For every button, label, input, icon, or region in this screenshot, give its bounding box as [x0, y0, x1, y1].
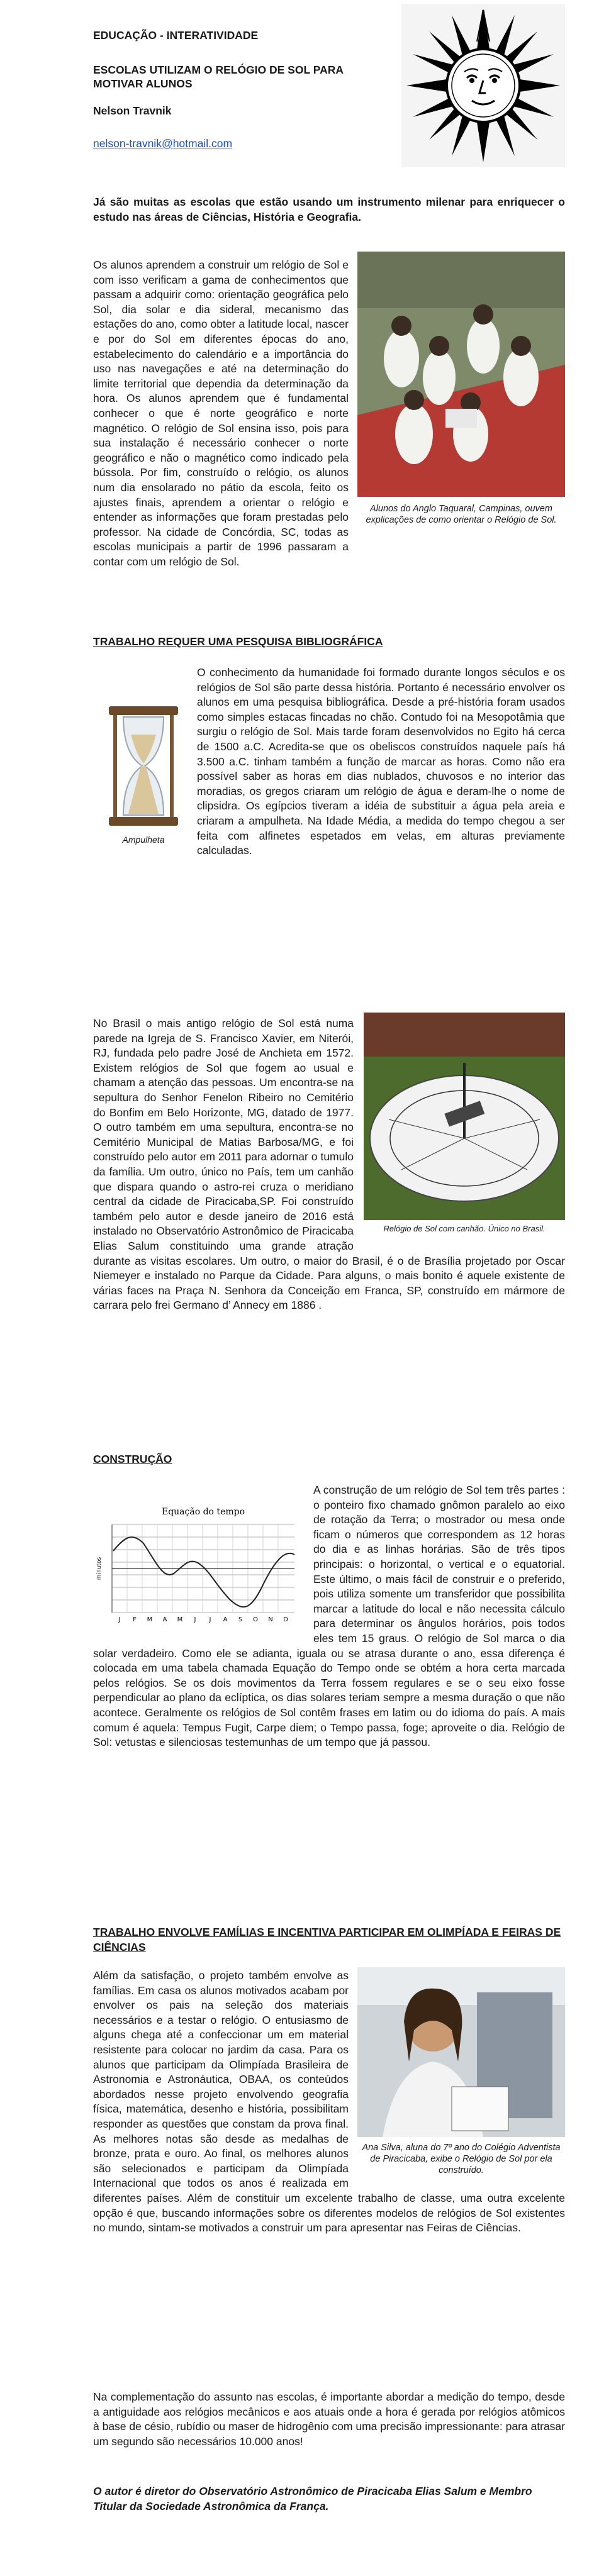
graph-month-label: F	[133, 1616, 137, 1623]
section4-paragraph	[93, 1968, 565, 2236]
section4-paragraph-2: Na complementação do assunto nas escolas, é importante abordar a medição do tempo, desde a antiguidade aos relógios mecânicos e aos atuais onde a hora é gerada por relógios atômicos à base de césio, rubídio ou maser de hidrogênio com uma precisão impressionante: para atrasar um segundo são necessários 10.000 anos!	[93, 2390, 565, 2448]
lead-paragraph: Já são muitas as escolas que estão usando um instrumento milenar para enriquecer o estudo nas áreas de Ciências, História e Geografia.	[93, 196, 565, 223]
article	[93, 0, 565, 2576]
graph-month-label: A	[223, 1616, 228, 1623]
section-label: EDUCAÇÃO - INTERATIVIDADE	[93, 29, 259, 42]
intro-text: Os alunos aprendem a construir um relógio de Sol e com isso verificam a gama de conhecimentos que passam a adquirir como: orientação geográfica pelo Sol, dia solar e dia sideral, mecanismo das estações do ano, como obter a latitude local, nascer e por do Sol em diferentes épocas do ano, estabelecimento do calendário e a importância do uso nas navegações e até na determinação do limite territorial que dependia da determinação da hora. Os alunos aprendem que é fundamental conhecer o que é norte geográfico e norte magnético. O relógio de Sol ensina isso, pois para sua instalação é necessário conhecer o norte geográfico e não o magnético como indicado pela bússola. Por fim, construído o relógio, os alunos num dia ensolarado no pátio da escola, feito os ajustes finais, aprendem a orientar o relógio e entender as informações que foram prestadas pelo professor. Na cidade de Concórdia, SC, todas as escolas municipais a partir de 1996 passaram a contar com um relógio de Sol.	[93, 258, 349, 568]
section4-heading: TRABALHO ENVOLVE FAMÍLIAS E INCENTIVA PARTICIPAR EM OLIMPÍADA E FEIRAS DE CIÊNCIAS	[93, 1926, 561, 1953]
sun-face-icon	[401, 4, 565, 167]
students-photo-caption: Alunos do Anglo Taquaral, Campinas, ouvem explicações de como orientar o Relógio de Sol.	[366, 504, 557, 525]
student-photo-caption: Ana Silva, aluna do 7º ano do Colégio Adventista de Piracicaba, exibe o Relógio de Sol por ela construído.	[362, 2143, 561, 2175]
graph-month-label: O	[253, 1616, 258, 1623]
graph-month-label: J	[194, 1616, 196, 1623]
section2-paragraph	[93, 1016, 565, 1313]
graph-month-label: J	[118, 1616, 121, 1623]
cannon-sundial-caption: Relógio de Sol com canhão. Único no Brasil.	[383, 1224, 546, 1233]
graph-float-spacer	[93, 1483, 313, 1631]
section4-float-spacer	[349, 1968, 565, 2185]
graph-title: Equação do tempo	[161, 1507, 245, 1517]
hourglass-caption: Ampulheta	[122, 835, 165, 845]
article-title: ESCOLAS UTILIZAM O RELÓGIO DE SOL PARA MOTIVAR ALUNOS	[93, 64, 344, 90]
section2-float-spacer	[354, 1016, 565, 1250]
graph-month-label: S	[238, 1616, 243, 1623]
author-note: O autor é diretor do Observatório Astronômico de Piracicaba Elias Salum e Membro Titular da Sociedade Astronômica da França.	[93, 2485, 532, 2512]
section3-paragraph	[93, 1483, 565, 1750]
graph-ylabel: minutos	[96, 1557, 103, 1580]
section3-heading: CONSTRUÇÃO	[93, 1453, 172, 1465]
graph-month-label: M	[177, 1616, 183, 1623]
graph-month-label: A	[162, 1616, 167, 1623]
hourglass-figure	[106, 703, 181, 829]
intro-float-spacer	[349, 258, 565, 541]
sun-logo	[401, 4, 565, 167]
graph-month-label: N	[268, 1616, 273, 1623]
author-email-link[interactable]: nelson-travnik@hotmail.com	[93, 137, 233, 150]
section4-text: Além da satisfação, o projeto também envolve as famílias. Em casa os alunos motivados acabam por envolver os pais na seleção dos materiais necessários e a testar o relógio. O entusiasmo de alguns chega até a confeccionar um em material resistente para colocar no jardim da casa. Para os alunos que participam da Olimpíada Brasileira de Astronomia e Astronáutica, OBAA, os conteúdos abordados nesse projeto envolvendo geografia física, matemática, desenho e história, possibilitam responder as questões que constam da prova final. As melhores notas são desde as medalhas de bronze, prata e ouro. Ao final, os melhores alunos são selecionados e participam da Olimpíada Internacional que todos os anos é realizada em diferentes países. Além de constituir um excelente trabalho de classe, uma outra excelente opção é que, buscando informações sobre os diferentes modelos de relógios de Sol existentes no mundo, sintam-se motivados a construir um para apresentar nas Feiras de Ciências.	[93, 1969, 565, 2235]
hourglass-icon	[106, 703, 181, 829]
section3-text: A construção de um relógio de Sol tem três partes : o ponteiro fixo chamado gnômon paralelo ao eixo de rotação da Terra; o mostrador ou mesa onde ficam o números que correspondem as 12 horas do dia e as linhas horárias. São de três tipos principais: o horizontal, o vertical e o equatorial. Este último, o mais fácil de construir e o preferido, pois utiliza somente um transferidor que possibilita marcar a latitude do local e não necessita cálculo para determinar os ângulos horários, pois todos eles tem 15 graus. O relógio de Sol marca o dia solar verdadeiro. Como ele se adianta, iguala ou se atrasa durante o ano, essa diferença é colocada em uma tabela chamada Equação do Tempo onde se obtém a hora certa marcada pelos relógios. Se os dois movimentos da Terra fossem regulares e se o seu eixo fosse perpendicular ao plano da eclíptica, os dias solares teriam sempre a mesma duração o que não acontece. Geralmente os relógios de Sol contêm frases em latim ou do idioma do país. A mais comum é aquela: Tempus Fugit, Carpe diem; o Tempo passa, foge; aproveite o dia. Relógio de Sol: vetustas e silenciosas testemunhas de um tempo que já passou.	[93, 1484, 565, 1749]
section2-text: No Brasil o mais antigo relógio de Sol está numa parede na Igreja de S. Francisco Xavier, em Niterói, RJ, fundada pelo padre José de Anchieta em 1572. Existem relógios de Sol que fogem ao usual e chamam a atenção das pessoas. Um encontra-se na sepultura do Senhor Fenelon Ribeiro no Cemitério do Bonfim em Belo Horizonte, MG, datado de 1977. O outro também em uma sepultura, encontra-se no Cemitério Municipal de Matias Barbosa/MG, e foi construído pelo autor em 2011 para adornar o tumulo da família. Um outro, único no País, tem um canhão que dispara quando o astro-rei cruza o meridiano central da cidade de Piracicaba,SP. Foi construído também pelo autor e desde janeiro de 2016 está instalado no Observatório Astronômico de Piracicaba Elias Salum constituindo uma grande atração durante as visitas escolares. Um outro, o maior do Brasil, é o de Brasília projetado por Oscar Niemeyer e instalado no Parque da Cidade. Para alguns, o mais bonito é aquele existente de várias faces na Praça N. Senhora da Conceição em Franca, SP, construído em mármore de carrara pelo frei Germano d’ Annecy em 1886 .	[93, 1017, 565, 1312]
graph-month-label: D	[283, 1616, 288, 1623]
section1-heading: TRABALHO REQUER UMA PESQUISA BIBLIOGRÁFICA	[93, 635, 383, 648]
graph-month-label: M	[147, 1616, 153, 1623]
graph-month-label: J	[209, 1616, 211, 1623]
intro-paragraph	[93, 258, 565, 569]
author-name: Nelson Travnik	[93, 104, 172, 117]
section1-text: O conhecimento da humanidade foi formado durante longos séculos e os relógios de Sol são parte dessa história. Portanto é necessário envolver os alunos em uma pesquisa bibliográfica. Desde a pré-história foram usados como simples estacas fincadas no chão. Contudo foi na Mesopotâmia que surgiu o relógio de Sol. Mais tarde foram desenvolvidos no Egito há cerca de 1500 a.C. Acredita-se que os obeliscos construídos naquele país há 3.500 a.C. tinham também a função de marcar as horas. Como não era possível saber as horas em dias nublados, chuvosos e no interior das moradias, os gregos criaram um relógio de água e deram-lhe o nome de clipsidra. Os egípcios tiveram a idéia de substituir a água pela areia e criaram a ampulheta. Na Idade Média, a medida do tempo chegou a ser feita com alfinetes espetados em velas, em alturas previamente calculadas.	[197, 666, 565, 857]
